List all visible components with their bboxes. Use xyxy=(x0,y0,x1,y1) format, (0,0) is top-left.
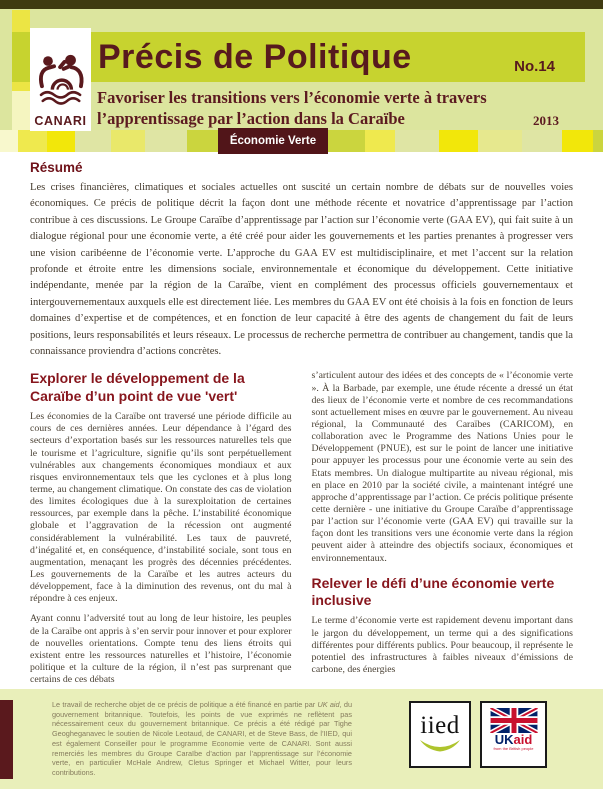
year-label: 2013 xyxy=(533,113,559,128)
two-column-section xyxy=(30,370,573,689)
acknowledgement-suffix: , du gouvernement britannique. Toutefois, les points de vue exprimés ne reflètent pas nécessairement ceux du gouvernement britannique. Ce précis a été rédigé par Tighe Geogheganavec le soutien de Nicole Leotaud, de CANARI, et de Steve Bass, de l’IIED, qui est également Conseiller pour le programme Economie verte de CANARI. Sont aussi remerciés les membres du Groupe Caraïbe d’action par l’apprentissage sur l’économie verte, en particulier McHale Andrew, Cletus Springer et Michael Witter, pour leurs contributions. xyxy=(52,700,353,777)
canari-wordmark: CANARI xyxy=(34,113,87,128)
left-column-heading: Explorer le développement de la Caraïbe d’un point de vue 'vert' xyxy=(30,370,245,404)
acknowledgement-prefix: Le travail de recherche objet de ce précis de politique a été financé en partie par xyxy=(52,700,318,709)
acknowledgement-text xyxy=(52,700,352,778)
ukaid-logo xyxy=(480,701,547,768)
union-jack-flag-icon xyxy=(490,708,538,733)
ukaid-tagline: from the British people xyxy=(493,745,534,751)
body-paragraph: Les économies de la Caraïbe ont traversé une période difficile au cours de ces dernières années. Leur dépendance à l’égard des secteurs d’exportation basés sur les ressources naturelles tels que le tourisme et l’agriculture, signifie qu’ils sont perpétuellement vulnérables aux changements économiques mondiaux et aux risques environnementaux tels que les cyclones et à plus long terme, au changement climatique. On constate des cas de violation des limites écologiques due à la surexploitation de certaines ressources, par exemple dans la pêche. L’instabilité économique globale et l’aggravation de la récession ont augmenté considérablement la vulnérabilité. Les taux de pauvreté, d’inégalité et, en conséquence, d’instabilité sociale, sont tous en augmentation, menaçant les progrès des décennies précédentes. Les gouvernements de la Caraïbe et les autres acteurs du développement, face à la diminution des revenus, ont du mal à répondre à ces enjeux. xyxy=(30,411,292,605)
right-column xyxy=(312,370,574,689)
page-title: Précis de Politique xyxy=(98,37,412,76)
iied-wordmark: iied xyxy=(420,712,460,740)
ukaid-mention: UK aid xyxy=(317,700,340,709)
ukaid-wordmark: UKaid xyxy=(494,732,533,747)
body-paragraph: Le terme d’économie verte est rapidement devenu important dans le jargon du développement, un terme qui a des significations différentes pour différents publics. Pour beaucoup, il représente le potentiel des infrastructures à faibles niveaux d’émissions de carbone, des énergies xyxy=(311,615,573,675)
title-band xyxy=(12,32,585,82)
issue-number: No.14 xyxy=(514,58,555,75)
summary-text: Les crises financières, climatiques et sociales actuelles ont suscité un certain nombre de débats sur de nouvelles voies économiques. Ce précis de politique décrit la façon dont une méthode récente et novatrice d’apprentissage par l’action contribue à ces discussions. Le Groupe Caraïbe d’apprentissage par l’action sur l’économie verte (GAA EV), qui fait suite à un dialogue régional pour une économie verte, a été créé pour aider les gouvernements et les parties prenantes à progresser vers une vision caribéenne de l’économie verte. L’approche du GAA EV est multidisciplinaire, et met l’accent sur la relation profonde et étroite entre les dimensions sociale, environnementale et économique du développement. Cette initiative indépendante, menée par la région de la Caraïbe, vient en complément des processus officiels gouvernementaux et intergouvernementaux auxquels elle est directement liée. Les membres du GAA EV ont été choisis à la fois en fonction de leurs domaines d’expertise et de compétences, et en fonction de leur capacité à être des agents de changement du fait de leurs positions, leurs responsabilités et leurs réseaux. Le processus de recherche permettra de contribuer au changement, tandis que la connaissance proviendra d’actions concrètes. xyxy=(30,182,573,358)
right-column-heading: Relever le défi d’une économie verte inclusive xyxy=(311,574,555,609)
footer-accent-bar xyxy=(0,700,13,779)
canari-logo xyxy=(30,28,91,131)
top-border-bar xyxy=(0,0,603,9)
left-column xyxy=(30,370,292,689)
iied-swoosh-icon xyxy=(418,739,462,754)
footer xyxy=(0,689,603,789)
summary-heading: Résumé xyxy=(30,160,83,175)
category-badge: Économie Verte xyxy=(218,128,328,154)
iied-logo xyxy=(409,701,471,768)
body-paragraph: Ayant connu l’adversité tout au long de leur histoire, les peuples de la Caraïbe ont appris à s’en servir pour innover et pour explorer de nouvelles orientations. Compte tenu des liens étroits qui existent entre les ressources naturelles et l’histoire, l’économie politique et la culture de la région, il n’est pas surprenant que certains de ces débats xyxy=(30,613,292,686)
document-body xyxy=(0,152,603,689)
canari-emblem-icon xyxy=(35,47,87,115)
body-paragraph: s’articulent autour des idées et des concepts de « l’économie verte ». À la Barbade, par exemple, une étude récente a dressé un état des lieux de l’économie verte et nombre de ces recommandations sont actuellement mises en œuvre par le gouvernement. Au niveau régional, la Communauté des Caraïbes (CARICOM), en collaboration avec le Programme des Nations Unies pour le Développement (PNUE), est sur le point de lancer une initiative pour appuyer les processus pour une économie verte au sein des Etats membres. Un dialogue multipartite au niveau régional, mis en place en 2010 par la société civile, a maintenant intégré une approche d’apprentissage par l’action. Ce précis politique présente cette dernière - une initiative du Groupe Caraïbe d’apprentissage par l’action sur l’économie verte (GAA EV) qui travaille sur la façon dont les transitions vers une économie verte dans la région peuvent aider à atteindre des objectifs sociaux, économiques et environnementaux. xyxy=(311,370,573,564)
partner-logos xyxy=(409,701,547,778)
header xyxy=(0,9,603,152)
subtitle: Favoriser les transitions vers l’économie verte à travers l’apprentissage par l’action dans la Caraïbe xyxy=(97,88,487,128)
